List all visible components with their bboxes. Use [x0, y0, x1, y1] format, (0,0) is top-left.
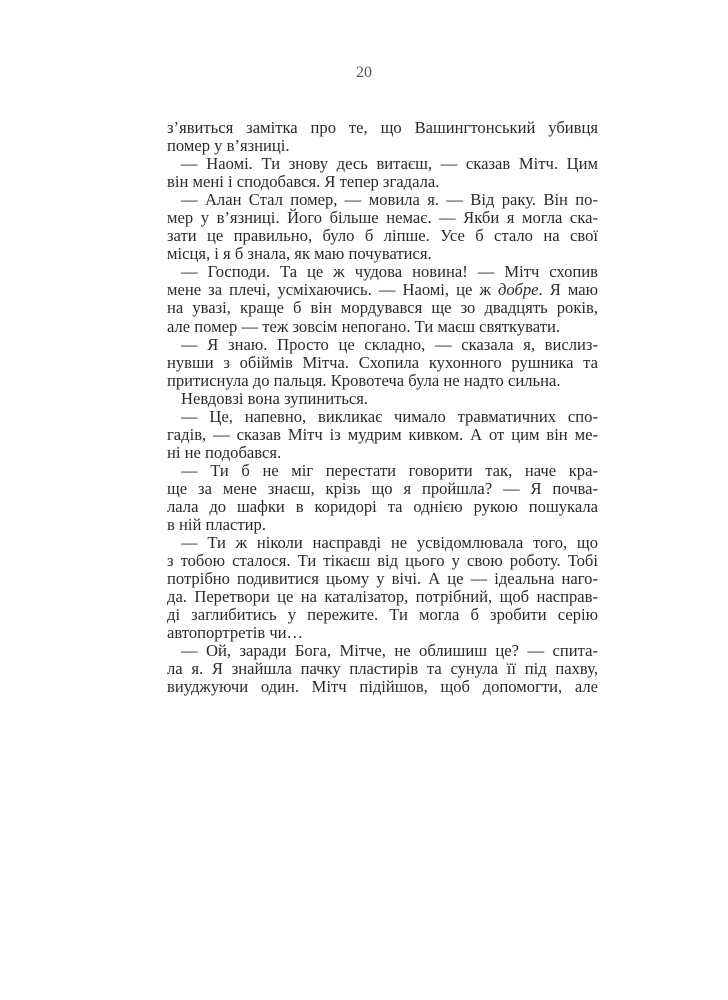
body-text: [167, 119, 598, 697]
text-line: притиснула до пальця. Кровотеча була не надто сильна.: [167, 370, 561, 390]
text-line: в ній пластир.: [167, 515, 266, 535]
text-line: місця, і я б знала, як маю почуватися.: [167, 244, 432, 264]
text-line: виуджуючи один. Мітч підійшов, щоб допомогти, але: [167, 677, 598, 697]
text-line: зати це правильно, було б ліпше. Усе б стало на свої: [167, 226, 598, 246]
text-line: ще за мене знаєш, крізь що я пройшла? — Я почва-: [167, 478, 598, 498]
text-line: він мені і сподобався. Я тепер згадала.: [167, 172, 440, 192]
text-line: ді заглибитись у пережите. Ти могла б зробити серію: [167, 605, 598, 625]
text-line: але помер — теж зовсім непогано. Ти маєш святкувати.: [167, 316, 561, 336]
text-segment: . Я маю: [538, 280, 598, 300]
text-line: на увазі, краще б він мордувався ще зо двадцять років,: [167, 298, 598, 318]
text-line: нувши з обіймів Мітча. Схопила кухонного рушника та: [167, 352, 598, 372]
text-line: ні не подобався.: [167, 442, 282, 462]
text-line: потрібно подивитися цьому у вічі. А це — ідеальна наго-: [167, 569, 598, 589]
text-line: — Я знаю. Просто це складно, — сказала я, вислиз-: [181, 334, 598, 354]
text-line: — Ой, заради Бога, Мітче, не облишиш це? — спита-: [181, 641, 598, 661]
text-line: Невдовзі вона зупиниться.: [181, 388, 369, 408]
text-line: — Наомі. Ти знову десь витаєш, — сказав Мітч. Цим: [181, 154, 598, 174]
italic-emphasis: добре: [498, 280, 539, 300]
text-line: автопортретів чи…: [167, 623, 304, 643]
text-line: ла я. Я знайшла пачку пластирів та сунула її під пахву,: [167, 659, 598, 679]
text-segment: мене за плечі, усміхаючись. — Наомі, це ж: [167, 280, 498, 300]
text-line: помер у в’язниці.: [167, 136, 290, 156]
text-line: — Це, напевно, викликає чимало травматичних спо-: [181, 406, 598, 426]
page-number: 20: [356, 64, 372, 81]
text-line: да. Перетвори це на каталізатор, потрібний, щоб насправ-: [167, 587, 598, 607]
text-line: — Господи. Та це ж чудова новина! — Мітч схопив: [181, 262, 598, 282]
text-line: гадів, — сказав Мітч із мудрим кивком. А от цим він ме-: [167, 424, 598, 444]
text-line: лала до шафки в коридорі та однією рукою пошукала: [167, 496, 598, 516]
text-line: мер у в’язниці. Його більше немає. — Якби я могла ска-: [167, 208, 598, 228]
text-line: з’явиться замітка про те, що Вашингтонський убивця: [167, 118, 598, 137]
text-line: — Ти ж ніколи насправді не усвідомлювала того, що: [181, 533, 598, 553]
text-line: — Алан Стал помер, — мовила я. — Від раку. Він по-: [181, 190, 598, 210]
text-line: — Ти б не міг перестати говорити так, наче кра-: [181, 460, 598, 480]
text-line: [167, 281, 598, 299]
text-line: з тобою сталося. Ти тікаєш від цього у свою роботу. Тобі: [167, 551, 598, 571]
